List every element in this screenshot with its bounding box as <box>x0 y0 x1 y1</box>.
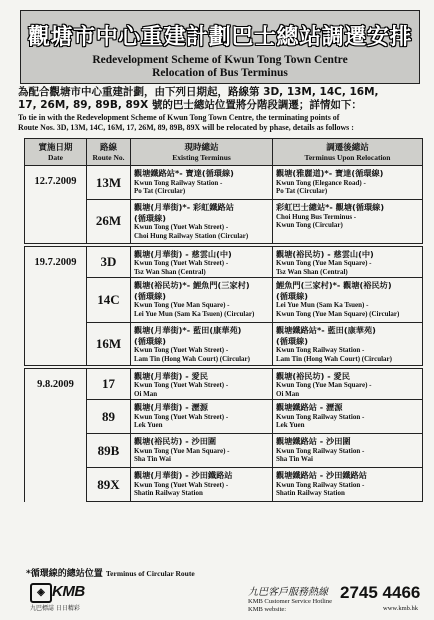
relocated-terminus-cell <box>273 400 423 434</box>
date-cell <box>25 245 87 278</box>
existing-terminus-cell <box>131 434 273 468</box>
date-text: 9.8.2009 <box>37 378 74 390</box>
relocated-terminus-en: Choi Hung Bus Terminus - <box>276 212 357 221</box>
kmb-logo <box>30 583 94 613</box>
relocated-terminus-zh: 觀塘(裕民坊) - 愛民 <box>276 370 350 381</box>
title-banner <box>20 10 420 84</box>
existing-terminus-cell <box>131 323 273 367</box>
existing-terminus-zh: 觀塘(月華街) - 沙田鐵路站 <box>134 470 233 481</box>
existing-terminus-zh: 觀塘(月華街)*- 藍田(康華苑) <box>134 325 242 336</box>
relocated-terminus-en-cont: Sha Tin Wai <box>276 455 313 464</box>
title-chinese: 觀塘市中心重建計劃巴士總站調遷安排 <box>27 25 413 50</box>
route-cell <box>87 278 131 323</box>
existing-terminus-zh: 觀塘(月華街) - 慈雲山(中) <box>134 248 232 259</box>
relocated-terminus-zh: 觀塘(裕民坊) - 慈雲山(中) <box>276 248 374 259</box>
relocated-terminus-cell <box>273 245 423 278</box>
intro-chinese-line1: 為配合觀塘市中心重建計劃，由下列日期起，路線第 3D, 13M, 14C, 16M, <box>18 86 379 98</box>
title-english-line2: Relocation of Bus Terminus <box>152 67 288 79</box>
existing-terminus-zh: 觀塘鐵路站*- 寶達(循環線) <box>134 168 234 178</box>
existing-terminus-zh-cont: (循環線) <box>134 212 167 223</box>
existing-terminus-en-cont: Tsz Wan Shan (Central) <box>134 267 206 276</box>
table-row <box>25 367 423 400</box>
relocated-terminus-en: Kwun Tong Railway Station - <box>276 412 365 421</box>
intro-chinese-line2: 17, 26M, 89, 89B, 89X 號的巴士總站位置將分階段調遷；詳情如下： <box>18 99 362 111</box>
date-cell <box>25 323 87 367</box>
relocated-terminus-zh: 鯉魚門(三家村)*- 觀塘(裕民坊) <box>276 280 392 291</box>
relocated-terminus-cell <box>273 278 423 323</box>
date-text: 19.7.2009 <box>34 256 77 268</box>
existing-terminus-zh: 觀塘(月華街)*- 彩虹鐵路站 <box>134 202 234 212</box>
existing-terminus-en-cont: Lei Yue Mun (Sam Ka Tsuen) (Circular) <box>134 309 255 318</box>
relocated-terminus-zh: 觀塘(雅麗道)*- 寶達(循環線) <box>276 168 384 178</box>
existing-terminus-zh-cont: (循環線) <box>134 290 167 301</box>
relocated-terminus-en: Kwun Tong Railway Station - <box>276 346 365 355</box>
existing-terminus-zh: 觀塘(裕民坊)*- 鯉魚門(三家村) <box>134 280 250 291</box>
route-number: 14C <box>97 292 120 308</box>
existing-terminus-cell <box>131 200 273 245</box>
date-cell <box>25 200 87 245</box>
relocated-terminus-en-cont: Lek Yuen <box>276 421 305 430</box>
table-row <box>25 323 423 367</box>
website-label: KMB website: <box>248 606 287 613</box>
route-cell <box>87 434 131 468</box>
relocated-terminus-en-cont: Po Tat (Circular) <box>276 187 328 196</box>
kmb-logo-subtitle: 九巴標誌 日日精彩 <box>30 605 80 612</box>
intro-english-line2: Route Nos. 3D, 13M, 14C, 16M, 17, 26M, 89, 89B, 89X will be relocated by phase, details as follows : <box>18 123 354 132</box>
existing-terminus-en-cont: Oi Man <box>134 389 158 398</box>
route-number: 89X <box>97 476 120 492</box>
relocated-terminus-en-cont: Lam Tin (Hong Wah Court) (Circular) <box>276 354 392 363</box>
table-row <box>25 166 423 200</box>
relocated-terminus-cell <box>273 323 423 367</box>
header-date: 實施日期 Date <box>25 139 87 166</box>
relocated-terminus-zh: 觀塘鐵路站 - 沙田圍 <box>276 436 351 447</box>
relocated-terminus-cell <box>273 468 423 502</box>
relocated-terminus-en: Kwun Tong (Elegance Road) - <box>276 178 366 187</box>
intro-chinese <box>18 86 422 112</box>
relocated-terminus-en: Lei Yue Mun (Sam Ka Tsuen) - <box>276 301 369 310</box>
table-header-row <box>25 139 423 166</box>
relocated-terminus-en: Kwun Tong (Yue Man Square) - <box>276 259 372 267</box>
relocated-terminus-zh: 觀塘鐵路站 - 沙田鐵路站 <box>276 470 367 481</box>
relocated-terminus-en: Kwun Tong (Yue Man Square) - <box>276 381 372 390</box>
existing-terminus-cell <box>131 468 273 502</box>
relocated-terminus-en: Kwun Tong Railway Station - <box>276 480 365 489</box>
existing-terminus-en-cont: Lek Yuen <box>134 421 163 430</box>
kmb-emblem-icon: ◈ <box>30 583 52 603</box>
table-row <box>25 434 423 468</box>
title-english-line1: Redevelopment Scheme of Kwun Tong Town Centre <box>92 54 348 66</box>
relocated-terminus-cell <box>273 200 423 245</box>
relocated-terminus-cell <box>273 367 423 400</box>
existing-terminus-cell <box>131 278 273 323</box>
relocated-terminus-en-cont: Shatin Railway Station <box>276 489 345 498</box>
relocated-terminus-zh: 觀塘鐵路站 - 瀝源 <box>276 402 343 413</box>
relocated-terminus-en-cont: Kwun Tong (Circular) <box>276 221 343 230</box>
route-cell <box>87 166 131 200</box>
existing-terminus-en: Kwun Tong (Yuet Wah Street) - <box>134 223 229 231</box>
existing-terminus-en: Kwun Tong (Yuet Wah Street) - <box>134 412 229 421</box>
relocation-table <box>24 138 423 502</box>
route-number: 89B <box>97 442 120 458</box>
route-number: 17 <box>102 376 115 392</box>
existing-terminus-en-cont: Po Tat (Circular) <box>134 187 186 196</box>
relocated-terminus-zh-cont: (循環線) <box>276 335 309 346</box>
table-row <box>25 245 423 278</box>
header-route: 路線 Route No. <box>87 139 131 166</box>
hotline-number: 2745 4466 <box>340 583 421 602</box>
existing-terminus-zh: 觀塘(月華街) - 愛民 <box>134 370 208 381</box>
existing-terminus-en-cont: Shatin Railway Station <box>134 489 203 498</box>
relocated-terminus-cell <box>273 166 423 200</box>
existing-terminus-en: Kwun Tong (Yuet Wah Street) - <box>134 480 229 489</box>
header-existing: 現時總站 Existing Terminus <box>131 139 273 166</box>
table-row <box>25 200 423 245</box>
kmb-logo-text: KMB <box>52 583 85 600</box>
relocated-terminus-en-cont: Kwun Tong (Yue Man Square) (Circular) <box>276 309 400 318</box>
date-cell <box>25 468 87 502</box>
relocated-terminus-cell <box>273 434 423 468</box>
date-cell <box>25 278 87 323</box>
intro-english-line1: To tie in with the Redevelopment Scheme of Kwun Tong Town Centre, the terminating points of <box>18 113 340 122</box>
route-cell <box>87 400 131 434</box>
existing-terminus-cell <box>131 245 273 278</box>
relocated-terminus-en: Kwun Tong Railway Station - <box>276 446 365 455</box>
route-number: 89 <box>102 408 115 424</box>
route-number: 16M <box>95 335 122 351</box>
footnote-english: Terminus of Circular Route <box>105 569 195 578</box>
existing-terminus-en: Kwun Tong (Yuet Wah Street) - <box>134 346 229 355</box>
route-number: 3D <box>100 253 117 269</box>
route-number: 13M <box>95 174 122 190</box>
relocated-terminus-zh: 彩虹巴士總站*- 觀塘(循環線) <box>276 202 385 212</box>
route-cell <box>87 468 131 502</box>
intro-english <box>18 113 428 133</box>
date-cell <box>25 166 87 200</box>
relocated-terminus-en-cont: Tsz Wan Shan (Central) <box>276 267 348 276</box>
existing-terminus-en: Kwun Tong (Yuet Wah Street) - <box>134 259 229 267</box>
date-cell <box>25 400 87 434</box>
date-cell <box>25 367 87 400</box>
existing-terminus-cell <box>131 400 273 434</box>
date-cell <box>25 434 87 468</box>
existing-terminus-en: Kwun Tong Railway Station - <box>134 178 223 187</box>
footnote <box>26 566 195 579</box>
existing-terminus-cell <box>131 166 273 200</box>
existing-terminus-en-cont: Choi Hung Railway Station (Circular) <box>134 231 249 240</box>
table-row <box>25 468 423 502</box>
route-number: 26M <box>95 213 122 229</box>
route-cell <box>87 323 131 367</box>
existing-terminus-zh: 觀塘(月華街) - 瀝源 <box>134 402 208 413</box>
existing-terminus-en-cont: Sha Tin Wai <box>134 455 171 464</box>
relocated-terminus-zh: 觀塘鐵路站*- 藍田(康華苑) <box>276 325 376 336</box>
existing-terminus-zh: 觀塘(裕民坊) - 沙田圍 <box>134 436 217 447</box>
existing-terminus-cell <box>131 367 273 400</box>
header-upon-relocation: 調遷後總站 Terminus Upon Relocation <box>273 139 423 166</box>
route-cell <box>87 367 131 400</box>
existing-terminus-en: Kwun Tong (Yuet Wah Street) - <box>134 381 229 390</box>
date-text: 12.7.2009 <box>34 176 77 187</box>
table-row <box>25 400 423 434</box>
relocated-terminus-en-cont: Oi Man <box>276 389 300 398</box>
hotline-english: KMB Customer Service Hotline <box>248 598 332 605</box>
existing-terminus-en: Kwun Tong (Yue Man Square) - <box>134 446 230 455</box>
relocated-terminus-zh-cont: (循環線) <box>276 290 309 301</box>
existing-terminus-zh-cont: (循環線) <box>134 335 167 346</box>
website-url: www.kmb.hk <box>383 605 418 612</box>
footnote-chinese: *循環線的總站位置 <box>26 569 103 579</box>
route-cell <box>87 200 131 245</box>
hotline-chinese: 九巴客戶服務熱線 <box>248 587 328 598</box>
route-cell <box>87 245 131 278</box>
existing-terminus-en: Kwun Tong (Yue Man Square) - <box>134 301 230 310</box>
table-row <box>25 278 423 323</box>
existing-terminus-en-cont: Lam Tin (Hong Wah Court) (Circular) <box>134 354 250 363</box>
hotline-block <box>248 583 424 614</box>
